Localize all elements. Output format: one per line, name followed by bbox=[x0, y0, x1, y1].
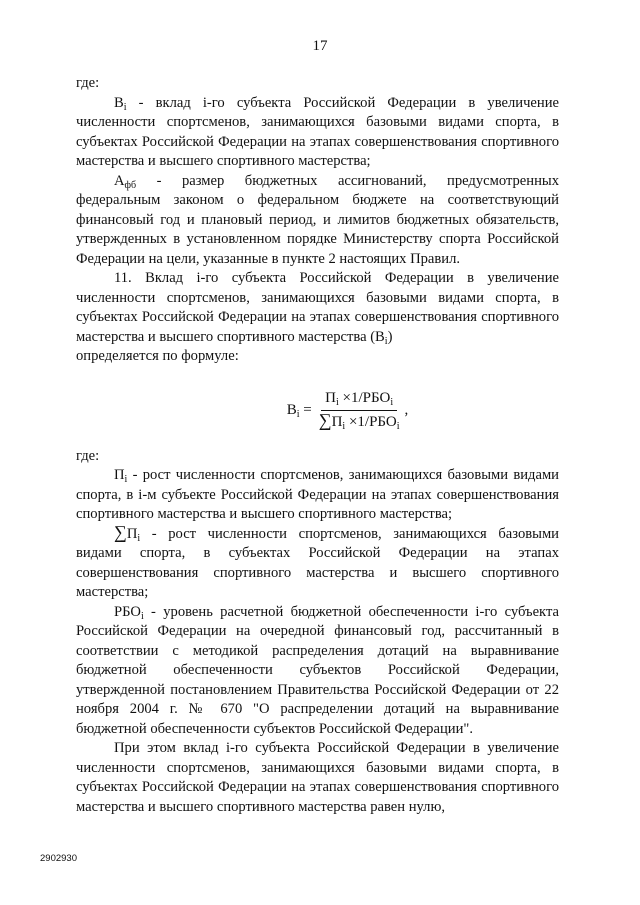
var-afb: A bbox=[114, 172, 125, 189]
sum-symbol: ∑ bbox=[114, 521, 127, 542]
definition-sum-pi-text: - рост численности спортсменов, занимающихся базовыми видами спорта, в субъектах Российской Федерации на этапах совершенствования спортивного мастерства и высшего спортивного мастерства; bbox=[76, 525, 559, 600]
var-pi-subscript: i bbox=[124, 474, 128, 485]
paragraph-11-text: 11. Вклад i-го субъекта Российской Федерации в увеличение численности спортсменов, занимающихся базовыми видами спорта, в субъектах Российской Федерации на этапах совершенствования спортивного мастерства и высшего спортивного мастерства (B bbox=[76, 270, 559, 345]
formula-den-rest: ×1/РБО bbox=[345, 414, 397, 430]
var-sum-pi-subscript: i bbox=[137, 532, 141, 544]
var-afb-subscript: фб bbox=[124, 179, 137, 191]
formula-sum-symbol: ∑ bbox=[318, 410, 332, 430]
formula-lhs bbox=[287, 401, 312, 421]
formula-den-p: П bbox=[331, 414, 343, 430]
paragraph-11 bbox=[76, 269, 559, 367]
formula bbox=[136, 389, 559, 433]
definition-pi bbox=[76, 466, 559, 525]
formula-fraction bbox=[315, 389, 404, 433]
definition-afb-text: - размер бюджетных ассигнований, предусмотренных федеральным законом о федеральном бюджете на соответствующий финансовый год и плановый период, и лимитов бюджетных обязательств, утвержденных в установленном порядке Министерству спорта Российской Федерации на цели, указанные в пункте 2 настоящих Правил. bbox=[76, 172, 559, 267]
definition-rbo-text: - уровень расчетной бюджетной обеспеченности i-го субъекта Российской Федерации на очередной финансовый год, рассчитанный в соответствии с методикой распределения дотаций на выравнивание бюджетной обеспеченности субъектов Российской Федерации, утвержденной постановлением Правительства Российской Федерации от 22 ноября 2004 г. № 670 "О распределении дотаций на выравнивание бюджетной обеспеченности субъектов Российской Федерации". bbox=[76, 603, 559, 737]
formula-num-p: П bbox=[325, 389, 336, 406]
var-sum-pi: П bbox=[126, 525, 138, 542]
formula-num-rbo-subscript: i bbox=[390, 396, 394, 408]
formula-den-p-subscript: i bbox=[342, 421, 346, 432]
var-rbo-subscript: i bbox=[140, 610, 144, 622]
var-bi: B bbox=[114, 94, 124, 111]
document-body bbox=[76, 74, 559, 817]
formula-num-rest: ×1/РБО bbox=[338, 389, 391, 406]
var-rbo: РБО bbox=[114, 603, 141, 620]
var-bi-subscript: i bbox=[123, 101, 127, 113]
definition-rbo bbox=[76, 603, 559, 740]
formula-equals: = bbox=[299, 401, 312, 418]
formula-denominator bbox=[315, 411, 404, 433]
footer-document-code: 2902930 bbox=[40, 853, 77, 864]
definition-pi-text: - рост численности спортсменов, занимающихся базовыми видами спорта, в i-м субъекте Российской Федерации на этапах совершенствования спортивного мастерства и высшего спортивного мастерства; bbox=[76, 467, 559, 522]
definition-bi-text: - вклад i-го субъекта Российской Федерации в увеличение численности спортсменов, занимающихся базовыми видами спорта, в субъектах Российской Федерации на этапах совершенствования спортивного мастерства и высшего спортивного мастерства; bbox=[76, 94, 559, 169]
final-paragraph: При этом вклад i-го субъекта Российской Федерации в увеличение численности спортсменов, занимающихся базовыми видами спорта, в субъектах Российской Федерации на этапах совершенствования спортивного мастерства и высшего спортивного мастерства равен нулю, bbox=[76, 740, 559, 815]
formula-den-rbo-subscript: i bbox=[396, 421, 400, 432]
formula-comma: , bbox=[404, 401, 409, 418]
definition-sum-pi bbox=[76, 521, 559, 603]
paragraph-11-close: ) bbox=[387, 328, 393, 345]
paragraph-11-subscript: i bbox=[384, 335, 388, 347]
page-number: 17 bbox=[312, 38, 328, 54]
definition-bi bbox=[76, 94, 559, 172]
formula-numerator bbox=[321, 389, 397, 412]
var-pi: П bbox=[114, 467, 125, 483]
where-label-1: где: bbox=[76, 75, 100, 91]
formula-lhs-subscript: i bbox=[296, 408, 300, 420]
formula-lhs-var: B bbox=[286, 401, 297, 418]
formula-num-p-subscript: i bbox=[335, 396, 339, 408]
where-label-2: где: bbox=[76, 447, 100, 464]
paragraph-11-tail: определяется по формуле: bbox=[76, 348, 239, 364]
definition-afb bbox=[76, 172, 559, 270]
